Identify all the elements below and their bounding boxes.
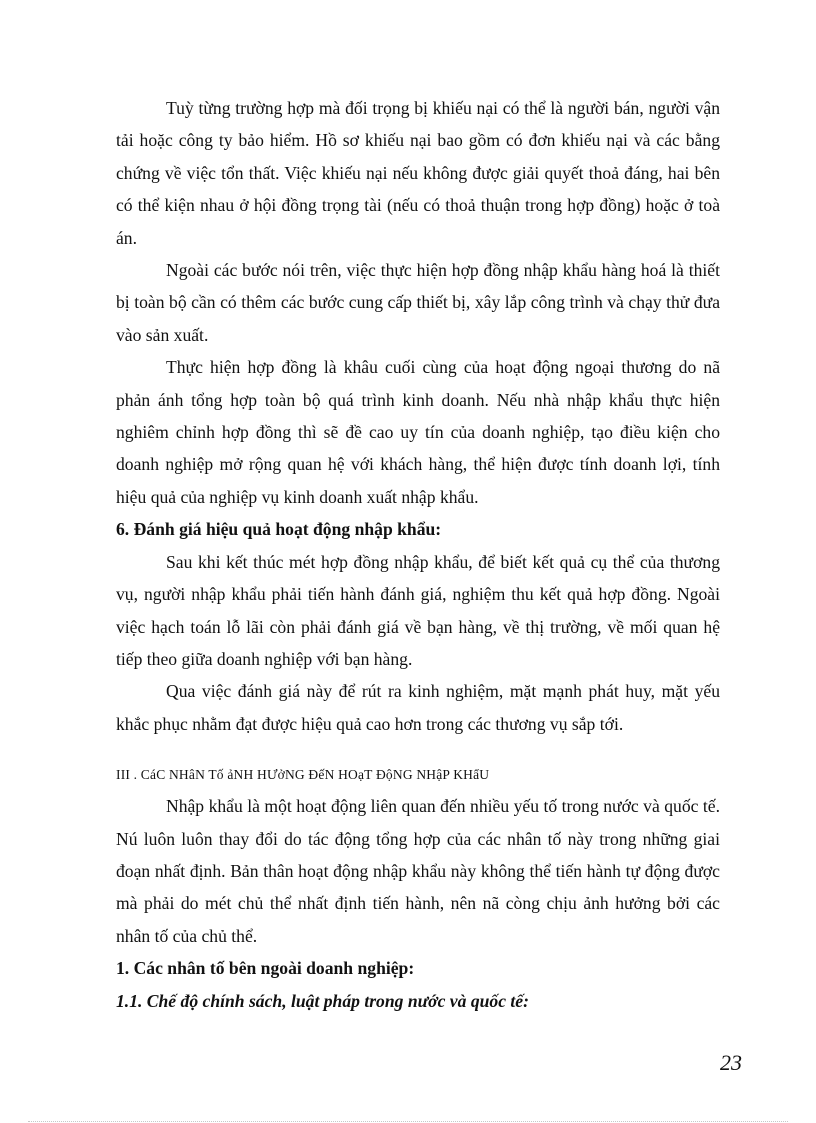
paragraph-lessons: Qua việc đánh giá này để rút ra kinh nghiệm, mặt mạnh phát huy, mặt yếu khắc phục nhằm đạt được hiệu quả cao hơn trong các thương vụ sắp tới.	[116, 681, 720, 734]
paragraph-import-factors: Nhập khẩu là một hoạt động liên quan đến nhiều yếu tố trong nước và quốc tế. Nú luôn luôn thay đổi do tác động tổng hợp của các nhân tố này trong những giai đoạn nhất định. Bản thân hoạt động nhập khẩu này không thể tiến hành tự động được mà phải do mét chủ thể nhất định tiến hành, nên nã còng chịu ảnh hưởng bởi các nhân tố của chủ thể.	[116, 796, 720, 946]
paragraph-evaluation: Sau khi kết thúc mét hợp đồng nhập khẩu, để biết kết quả cụ thể của thương vụ, người nhập khẩu phải tiến hành đánh giá, nghiệm thu kết quả hợp đồng. Ngoài việc hạch toán lỗ lãi còn phải đánh giá về bạn hàng, về thị trường, về mối quan hệ tiếp theo giữa doanh nghiệp với bạn hàng.	[116, 551, 720, 669]
page-bottom-divider	[28, 1121, 788, 1122]
page-number: 23	[720, 1050, 742, 1075]
heading-policy-law: 1.1. Chế độ chính sách, luật pháp trong nước và quốc tế:	[116, 990, 529, 1011]
heading-external-factors: 1. Các nhân tố bên ngoài doanh nghiệp:	[116, 958, 415, 979]
paragraph-contract-execution: Thực hiện hợp đồng là khâu cuối cùng của hoạt động ngoại thương do nã phản ánh tổng hợp toàn bộ quá trình kinh doanh. Nếu nhà nhập khẩu thực hiện nghiêm chỉnh hợp đồng thì sẽ đề cao uy tín của doanh nghiệp, tạo điều kiện cho doanh nghiệp mở rộng quan hệ với khách hàng, thể hiện được tính doanh lợi, tính hiệu quả của nghiệp vụ kinh doanh xuất nhập khẩu.	[116, 357, 720, 507]
paragraph-additional-steps: Ngoài các bước nói trên, việc thực hiện hợp đồng nhập khẩu hàng hoá là thiết bị toàn bộ cần có thêm các bước cung cấp thiết bị, xây lắp công trình và chạy thử đưa vào sản xuất.	[116, 260, 720, 345]
paragraph-complaints: Tuỳ từng trường hợp mà đối trọng bị khiếu nại có thể là người bán, người vận tải hoặc công ty bảo hiểm. Hồ sơ khiếu nại bao gồm có đơn khiếu nại và các bằng chứng về việc tổn thất. Việc khiếu nại nếu không được giải quyết thoả đáng, hai bên có thể kiện nhau ở hội đồng trọng tài (nếu có thoả thuận trong hợp đồng) hoặc ở toà án.	[116, 98, 720, 248]
page-body	[116, 92, 720, 1017]
section-title-factors: III . CáC NHâN Tố ảNH HƯởNG ĐếN HOạT ĐộNG NHậP KHẩU	[116, 767, 490, 783]
heading-evaluation: 6. Đánh giá hiệu quả hoạt động nhập khẩu:	[116, 519, 442, 540]
